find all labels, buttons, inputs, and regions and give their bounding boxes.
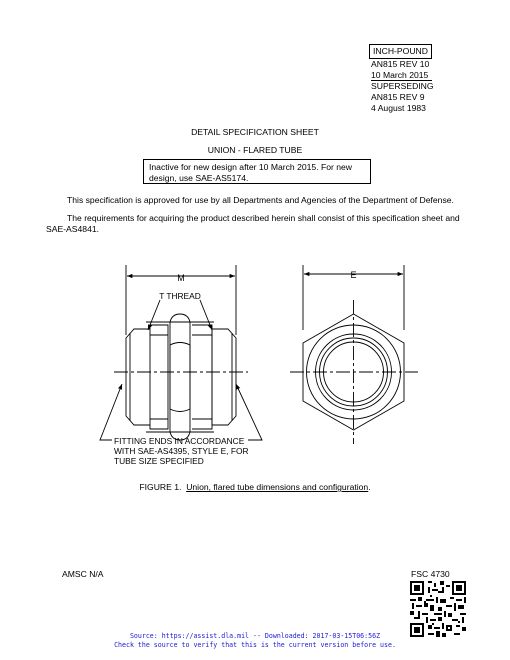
figure-caption-period: . <box>368 482 371 492</box>
right-thread-section <box>192 325 212 429</box>
superseded-date: 4 August 1983 <box>371 102 426 113</box>
note-leader-left <box>100 384 122 440</box>
qr-code-icon <box>410 581 466 637</box>
superseded-doc: AN815 REV 9 <box>371 91 425 102</box>
note-line-2: WITH SAE-AS4395, STYLE E, FOR <box>114 446 249 456</box>
figure-title: Union, flared tube dimensions and configuration <box>186 482 369 492</box>
approval-paragraph: This specification is approved for use by all Departments and Agencies of the Department of Defense. <box>67 195 454 205</box>
figure-number: FIGURE 1. <box>139 482 182 492</box>
dim-e-label: E <box>350 270 357 280</box>
doc-id: AN815 REV 10 <box>371 59 430 69</box>
center-hex-body <box>170 314 190 440</box>
superseding-label: SUPERSEDING <box>371 81 434 92</box>
source-line-2: Check the source to verify that this is the current version before use. <box>114 640 396 649</box>
figure-caption <box>0 482 510 492</box>
thread-leader-right <box>200 300 212 330</box>
doc-date: 10 March 2015 <box>371 71 432 82</box>
inactive-notice: Inactive for new design after 10 March 2015. For new design, use SAE-AS5174. <box>143 159 371 184</box>
thread-label: T THREAD <box>159 291 201 301</box>
classification-box: INCH-POUND <box>369 44 432 59</box>
left-thread-section <box>150 325 168 429</box>
amsc-code: AMSC N/A <box>62 569 104 579</box>
note-leader-right <box>236 384 262 440</box>
note-line-3: TUBE SIZE SPECIFIED <box>114 456 204 466</box>
note-line-1: FITTING ENDS IN ACCORDANCE <box>114 436 245 446</box>
sheet-subtitle: UNION - FLARED TUBE <box>207 145 303 155</box>
fsc-code: FSC 4730 <box>411 569 450 579</box>
thread-leader-left <box>148 300 160 330</box>
source-line-1: Source: https://assist.dla.mil -- Downloaded: 2017-03-15T06:56Z <box>129 632 381 640</box>
dim-m-label: M <box>177 273 185 283</box>
requirements-paragraph: The requirements for acquiring the product described herein shall consist of this specification sheet and SAE-AS4841. <box>46 213 460 234</box>
sheet-title: DETAIL SPECIFICATION SHEET <box>191 127 319 137</box>
source-note <box>0 632 510 649</box>
